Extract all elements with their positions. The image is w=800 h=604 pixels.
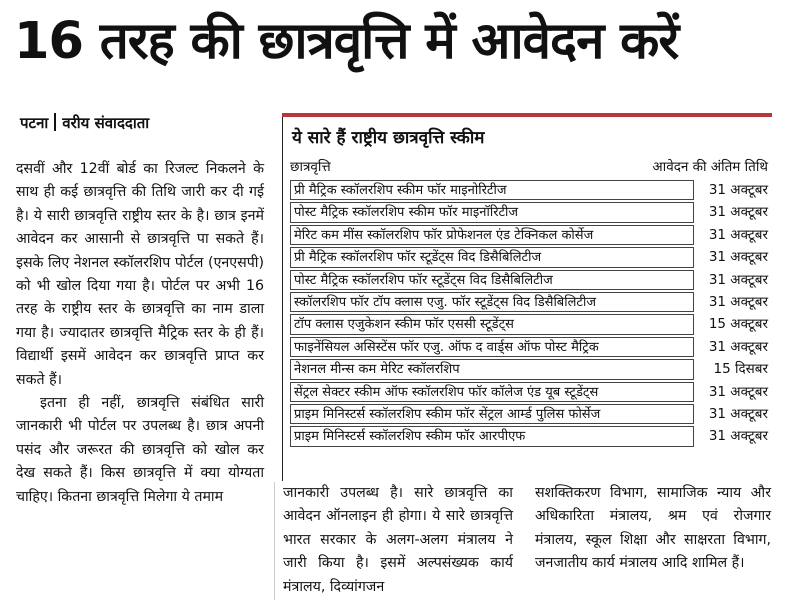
byline [20, 110, 149, 136]
article-left-column [16, 158, 264, 509]
scheme-row [290, 224, 772, 246]
scheme-name: फाइनेंसियल असिस्टेंस फॉर एजु. ऑफ द वार्ड्स ऑफ पोस्ट मैट्रिक [290, 337, 694, 357]
scheme-row [290, 336, 772, 358]
scheme-deadline: 15 दिसबर [713, 361, 768, 378]
schemes-box [282, 113, 772, 477]
scheme-row [290, 358, 772, 380]
scheme-name: स्कॉलरशिप फॉर टॉप क्लास एजु. फॉर स्टूडेंट्स विद डिसैबिलिटीज [290, 292, 694, 312]
scheme-deadline: 15 अक्टूबर [708, 316, 768, 333]
headline: 16 तरह की छात्रवृत्ति में आवेदन करें [14, 12, 679, 71]
scheme-name: प्राइम मिनिस्टर्स स्कॉलरशिप स्कीम फॉर सेंट्रल आर्म्ड पुलिस फोर्सेज [290, 404, 694, 424]
header-deadline: आवेदन की अंतिम तिथि [652, 159, 768, 175]
scheme-deadline: 31 अक्टूबर [708, 204, 768, 221]
scheme-name: टॉप क्लास एजुकेशन स्कीम फॉर एससी स्टूडेंट्स [290, 314, 694, 334]
scheme-deadline: 31 अक्टूबर [708, 405, 768, 422]
scheme-deadline: 31 अक्टूबर [708, 226, 768, 243]
scheme-name: प्री मैट्रिक स्कॉलरशिप फॉर स्टूडेंट्स विद डिसैबिलिटीज [290, 247, 694, 267]
scheme-deadline: 31 अक्टूबर [708, 271, 768, 288]
schemes-box-border [282, 117, 283, 481]
scheme-row [290, 246, 772, 268]
article-right-column: सशक्तिकरण विभाग, सामाजिक न्याय और अधिकारिता मंत्रालय, श्रम एवं रोजगार मंत्रालय, स्कूल शिक्षा और साक्षरता विभाग, जनजातीय कार्य मंत्रालय आदि शामिल हैं। [535, 485, 771, 572]
article-paragraph: दसवीं और 12वीं बोर्ड का रिजल्ट निकलने के साथ ही कई छात्रवृत्ति की तिथि जारी कर दी गई है। ये सारी छात्रवृत्ति राष्ट्रीय स्तर के है। छात्र इनमें आवेदन कर आसानी से छात्रवृत्ति पा सकते हैं। इसके लिए नेशनल स्कॉलरशिप पोर्टल (एनएसपी) को भी खोल दिया गया है। पोर्टल पर अभी 16 तरह के राष्ट्रीय स्तर के छात्रवृत्ति का नाम डाला गया है। ज्यादातर छात्रवृत्ति मैट्रिक स्तर के ही हैं। विद्यार्थी इसमें आवेदन कर छात्रवृत्ति प्राप्त कर सकते हैं। [16, 161, 264, 388]
scheme-row [290, 381, 772, 403]
scheme-deadline: 31 अक्टूबर [708, 383, 768, 400]
scheme-row [290, 403, 772, 425]
scheme-name: सेंट्रल सेक्टर स्कीम ऑफ स्कॉलरशिप फॉर कॉलेज एंड यूब स्टूडेंट्स [290, 382, 694, 402]
schemes-box-title: ये सारे हैं राष्ट्रीय छात्रवृत्ति स्कीम [292, 128, 485, 148]
scheme-deadline: 31 अक्टूबर [708, 338, 768, 355]
scheme-deadline: 31 अक्टूबर [708, 249, 768, 266]
scheme-deadline: 31 अक्टूबर [708, 428, 768, 445]
article-paragraph: इतना ही नहीं, छात्रवृत्ति संबंधित सारी जानकारी भी पोर्टल पर उपलब्ध है। छात्र अपनी पसंद और जरूरत की छात्रवृत्ति को खोल कर देख सकते हैं। किस छात्रवृत्ति में क्या योग्यता चाहिए। कितना छात्रवृत्ति मिलेगा ये तमाम [16, 395, 264, 505]
scheme-deadline: 31 अक्टूबर [708, 182, 768, 198]
scheme-name: पोस्ट मैट्रिक स्कॉलरशिप फॉर स्टूडेंट्स विद डिसैबिलिटीज [290, 270, 694, 290]
scheme-name: प्राइम मिनिस्टर्स स्कॉलरशिप स्कीम फॉर आरपीएफ [290, 426, 694, 446]
byline-reporter: वरीय संवाददाता [62, 114, 150, 132]
byline-separator [54, 113, 56, 131]
scheme-name: मेरिट कम मींस स्कॉलरशिप फॉर प्रोफेशनल एंड टेक्निकल कोर्सेज [290, 225, 694, 245]
scheme-row [290, 425, 772, 447]
scheme-name: प्री मैट्रिक स्कॉलरशिप स्कीम फॉर माइनोरिटीज [290, 180, 694, 200]
schemes-table-header [290, 157, 772, 177]
scheme-deadline: 31 अक्टूबर [708, 293, 768, 310]
header-scheme: छात्रवृत्ति [290, 159, 331, 175]
scheme-row [290, 291, 772, 313]
scheme-row [290, 179, 772, 201]
scheme-name: पोस्ट मैट्रिक स्कॉलरशिप स्कीम फॉर माइनॉरिटीज [290, 202, 694, 222]
schemes-table-rows [290, 179, 772, 448]
scheme-row [290, 313, 772, 335]
article-middle-column: जानकारी उपलब्ध है। सारे छात्रवृत्ति का आवेदन ऑनलाइन ही होगा। ये सारे छात्रवृत्ति भारत सरकार के अलग-अलग मंत्रालय ने जारी किया है। इसमें अल्पसंख्यक कार्य मंत्रालय, दिव्यांगजन [283, 485, 513, 595]
scheme-row [290, 201, 772, 223]
scheme-row [290, 269, 772, 291]
byline-city: पटना [20, 114, 49, 132]
scheme-name: नेशनल मीन्स कम मेरिट स्कॉलरशिप [290, 359, 694, 379]
column-divider [274, 482, 275, 600]
